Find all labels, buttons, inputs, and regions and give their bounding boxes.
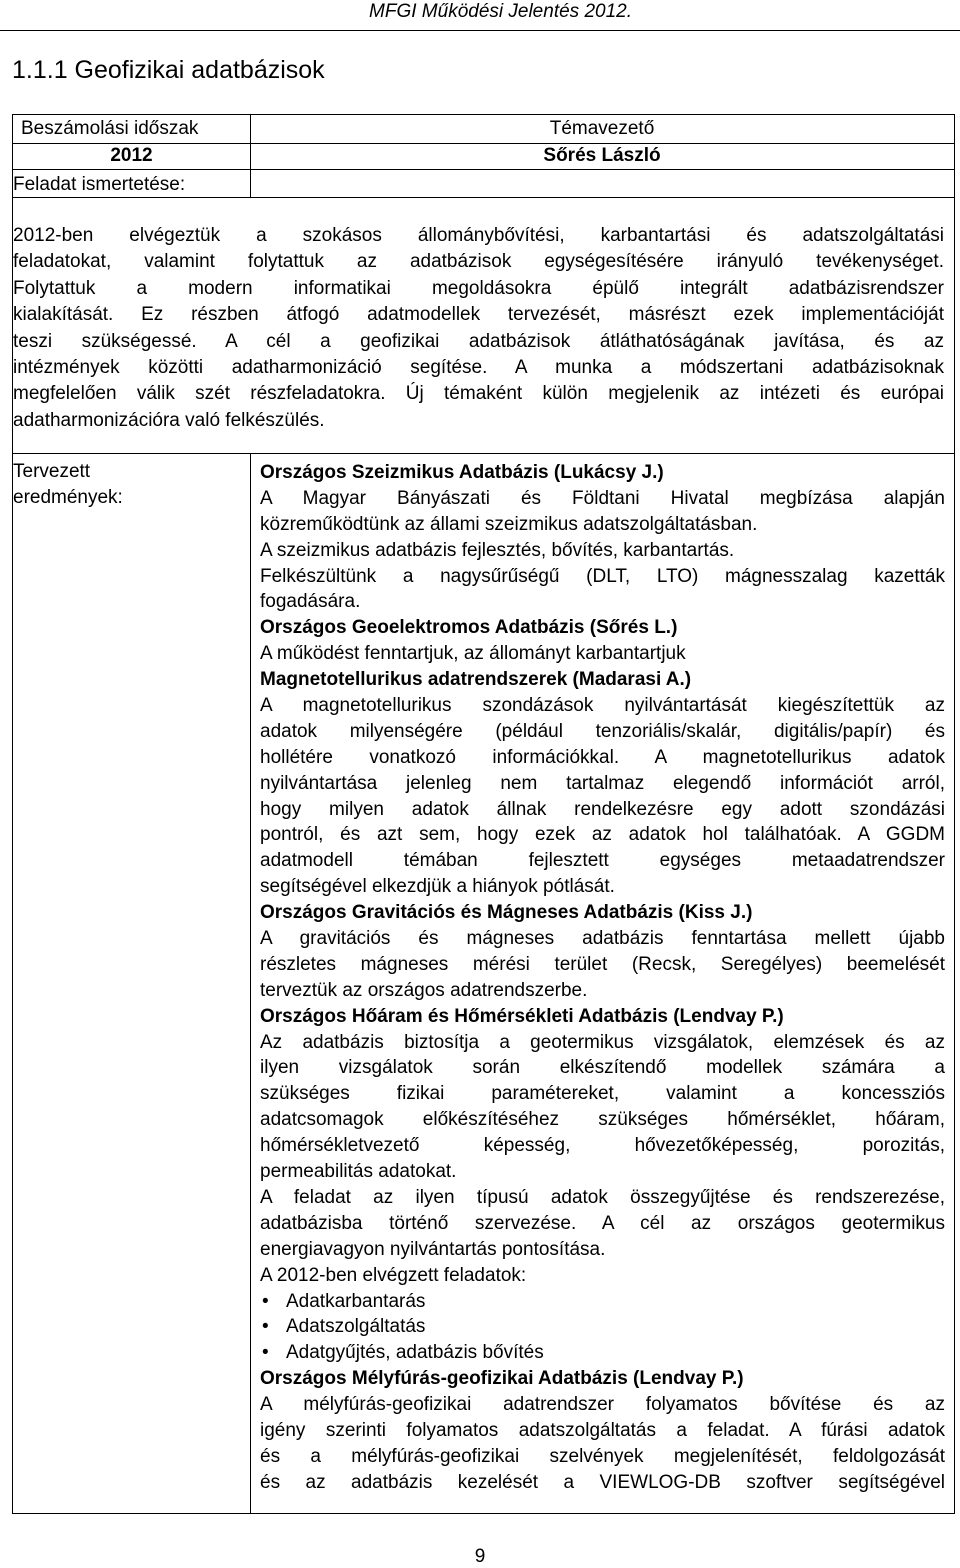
period-label: Beszámolási időszak — [21, 118, 199, 139]
bullet-icon: • — [262, 1290, 269, 1312]
task-label: Feladat ismertetése: — [13, 174, 186, 195]
results-label-line2: eredmények: — [13, 487, 123, 508]
result-line: segítségével elkezdjük a hiányok pótlását. — [260, 876, 615, 898]
list-item-label: Adatszolgáltatás — [286, 1316, 426, 1338]
section-title: 1.1.1 Geofizikai adatbázisok — [12, 56, 325, 84]
task-line: 2012-ben elvégeztük a szokásos állománybővítési, karbantartási és adatszolgáltatási — [13, 225, 944, 246]
row-divider — [13, 197, 954, 198]
result-line: fogadására. — [260, 591, 361, 613]
task-line: teszi szükségessé. A cél a geofizikai adatbázisok átláthatóságának javítása, és az — [13, 330, 944, 352]
result-line: A feladat az ilyen típusú adatok összegyűjtése és rendszerezése, — [260, 1186, 945, 1208]
result-line: pontról, és azt sem, hogy ezek az adatok hol találhatóak. A GGDM — [260, 824, 945, 846]
period-value: 2012 — [110, 145, 153, 166]
result-line: A magnetotellurikus szondázások nyilvántartását kiegészítettük az — [260, 695, 945, 717]
database-heading: Országos Hőáram és Hőmérsékleti Adatbázis (Lendvay P.) — [260, 1005, 784, 1027]
results-text-block — [260, 1366, 945, 1495]
row-divider — [13, 169, 954, 170]
result-line: igény szerinti folyamatos adatszolgáltatás a feladat. A fúrási adatok — [260, 1419, 945, 1441]
result-line: nyilvántartása jelenleg nem tartalmaz elegendő információt arról, — [260, 772, 945, 794]
database-heading: Országos Szeizmikus Adatbázis (Lukácsy J.) — [260, 462, 664, 483]
running-title: MFGI Működési Jelentés 2012. — [369, 1, 632, 22]
result-line: adatmodell témában fejlesztett egységes metaadatrendszer — [260, 850, 945, 872]
database-heading: Országos Mélyfúrás-geofizikai Adatbázis (Lendvay P.) — [260, 1368, 744, 1390]
result-line: A gravitációs és mágneses adatbázis fenntartása mellett újabb — [260, 928, 945, 950]
result-line: permeabilitás adatokat. — [260, 1161, 457, 1183]
result-line: részletes mágneses mérési terület (Recsk, Seregélyes) beemelését — [260, 953, 945, 975]
tasks-bullet-list — [260, 1289, 945, 1367]
result-line: A szeizmikus adatbázis fejlesztés, bővítés, karbantartás. — [260, 539, 735, 561]
result-line: adatok milyenségére (például tenzoriális/skalár, digitális/papír) és — [260, 720, 945, 742]
result-line: A működést fenntartjuk, az állományt karbantartjuk — [260, 643, 686, 665]
result-line: energiavagyon nyilvántartás pontosítása. — [260, 1238, 606, 1260]
task-line: intézmények közötti adatharmonizáció segítése. A munka a módszertani adatbázisoknak — [13, 356, 944, 378]
result-line: A 2012-ben elvégzett feladatok: — [260, 1264, 527, 1286]
list-item-label: Adatkarbantarás — [286, 1290, 426, 1312]
row-divider — [13, 143, 954, 144]
result-line: adatbázisba történő szervezése. A cél az országos geotermikus — [260, 1212, 945, 1234]
result-line: közreműködtünk az állami szeizmikus adatszolgáltatásban. — [260, 513, 758, 535]
result-line: és a mélyfúrás-geofizikai szelvények megjelenítését, feldolgozását — [260, 1445, 945, 1467]
task-line: Folytattuk a modern informatikai megoldásokra épülő integrált adatbázisrendszer — [13, 277, 944, 299]
column-divider — [250, 453, 251, 1513]
database-heading: Országos Geoelektromos Adatbázis (Sőrés L.) — [260, 617, 678, 639]
page-number: 9 — [474, 1546, 486, 1567]
row-divider — [13, 453, 954, 454]
results-label-line1: Tervezett — [13, 461, 91, 482]
task-description — [13, 223, 944, 434]
result-line: A Magyar Bányászati és Földtani Hivatal megbízása alapján — [260, 487, 945, 509]
leader-label: Témavezető — [549, 118, 655, 139]
list-item — [260, 1289, 945, 1315]
result-line: Felkészültünk a nagysűrűségű (DLT, LTO) mágnesszalag kazetták — [260, 565, 945, 587]
task-line: adatharmonizációra való felkészülés. — [13, 409, 325, 431]
bullet-icon: • — [262, 1316, 269, 1338]
database-heading: Országos Gravitációs és Mágneses Adatbázis (Kiss J.) — [260, 902, 753, 924]
result-line: hogy milyen adatok állnak rendelkezésre egy adott szondázási — [260, 798, 945, 820]
results-text-block — [260, 460, 945, 1289]
task-line: feladatokat, valamint folytattuk az adatbázisok egységesítésére irányuló tevékenységet. — [13, 251, 944, 273]
result-line: terveztük az országos adatrendszerbe. — [260, 979, 588, 1001]
result-line: és az adatbázis kezelését a VIEWLOG-DB szoftver segítségével — [260, 1471, 945, 1493]
result-line: ilyen vizsgálatok során elkészítendő modellek számára a — [260, 1057, 945, 1079]
planned-results — [260, 460, 945, 1496]
result-line: hollétére vonatkozó információkkal. A magnetotellurikus adatok — [260, 746, 945, 768]
database-heading: Magnetotellurikus adatrendszerek (Madarasi A.) — [260, 669, 692, 691]
leader-value: Sőrés László — [543, 145, 661, 166]
result-line: adatcsomagok előkészítéséhez szükséges hőmérséklet, hőáram, — [260, 1109, 945, 1131]
list-item — [260, 1340, 945, 1366]
task-line: kialakítását. Ez részben átfogó adatmodellek tervezését, másrészt ezek implementációját — [13, 304, 944, 326]
page-header — [0, 0, 960, 31]
result-line: Az adatbázis biztosítja a geotermikus vizsgálatok, elemzések és az — [260, 1031, 945, 1053]
task-line: megfelelően válik szét részfeladatokra. Új témaként külön megjelenik az intézeti és európai — [13, 383, 944, 405]
list-item — [260, 1314, 945, 1340]
result-line: szükséges fizikai paramétereket, valamint a koncessziós — [260, 1083, 945, 1105]
list-item-label: Adatgyűjtés, adatbázis bővítés — [286, 1342, 544, 1364]
result-line: hőmérsékletvezető képesség, hővezetőképesség, porozitás, — [260, 1135, 945, 1157]
result-line: A mélyfúrás-geofizikai adatrendszer folyamatos bővítése és az — [260, 1394, 945, 1416]
bullet-icon: • — [262, 1342, 269, 1364]
